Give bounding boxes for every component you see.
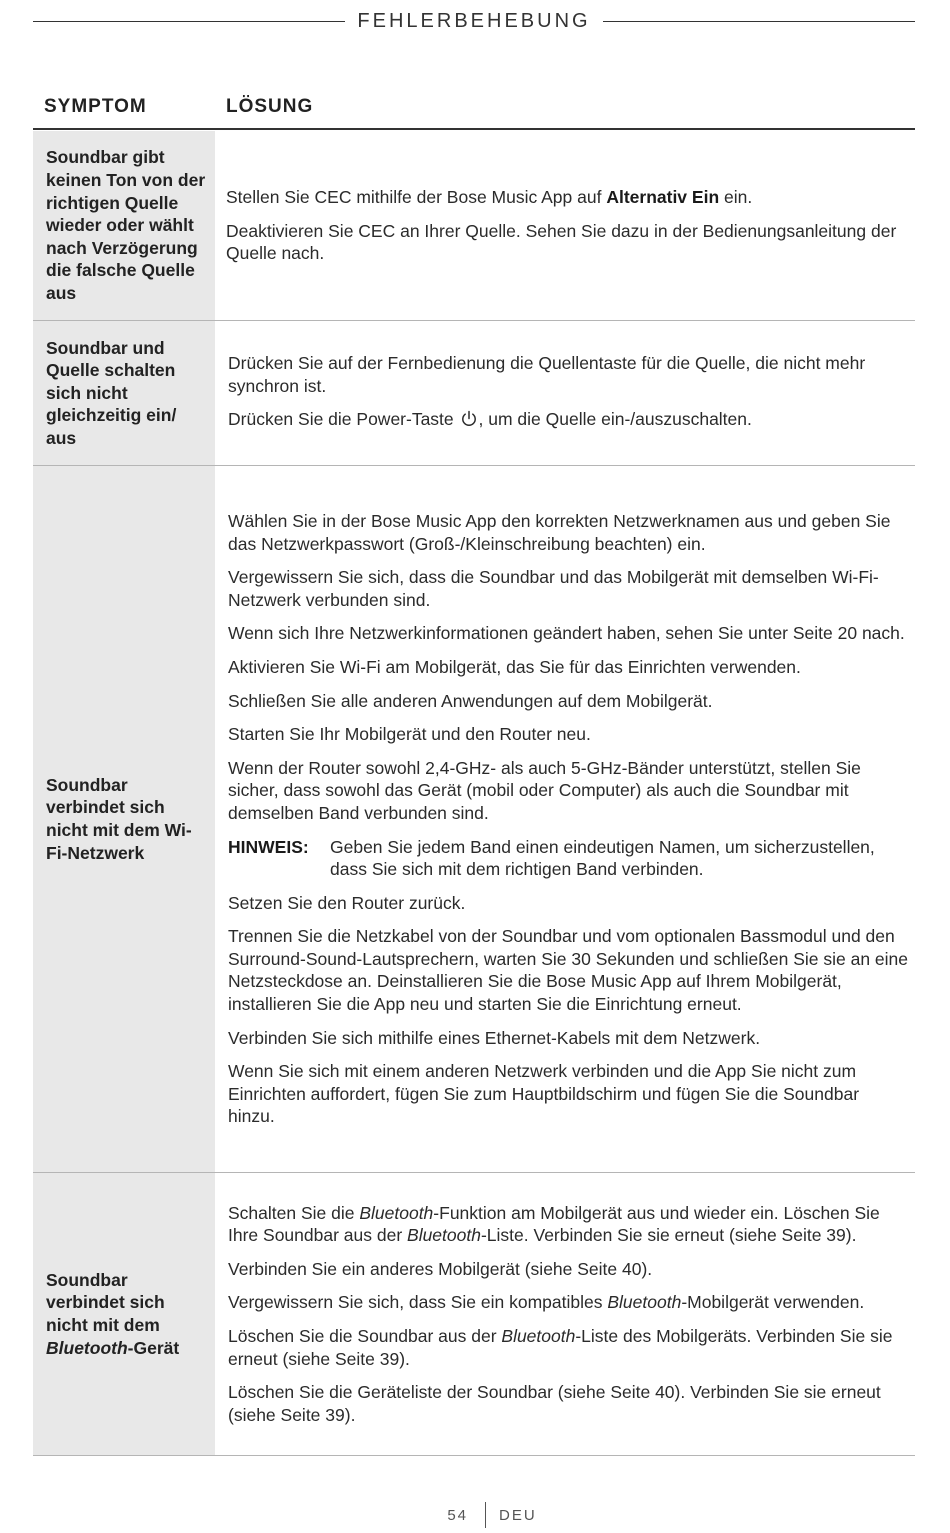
solution-step: Vergewissern Sie sich, dass Sie ein kompatibles Bluetooth-Mobilgerät verwenden. (228, 1292, 865, 1313)
footer-divider (485, 1502, 486, 1528)
header-rule-right (603, 21, 915, 22)
solution-step: Drücken Sie auf der Fernbedienung die Quellentaste für die Quelle, die nicht mehr synchron ist. (228, 353, 866, 396)
section-title: FEHLERBEHEBUNG (357, 10, 591, 32)
column-header-solution: LÖSUNG (226, 96, 314, 117)
page-number: 54 (447, 1507, 468, 1524)
solution-step: Schließen Sie alle anderen Anwendungen auf dem Mobilgerät. (228, 690, 713, 711)
solution-cell (228, 321, 909, 465)
symptom-cell (33, 321, 215, 465)
table-row (33, 466, 915, 1173)
page-header (33, 8, 915, 36)
symptom-cell (33, 131, 215, 320)
header-divider (33, 128, 915, 130)
note-text: Geben Sie jedem Band einen eindeutigen Namen, um sicherzustellen, dass Sie sich mit dem richtigen Band verbinden. (330, 836, 875, 880)
symptom-text: Soundbar verbindet sich nicht mit dem Bluetooth-Gerät (46, 1269, 180, 1358)
symptom-text: Soundbar verbindet sich nicht mit dem Wi-Fi-Netzwerk (46, 774, 192, 863)
table-row (33, 1173, 915, 1456)
solution-step: Drücken Sie die Power-Taste , um die Quelle ein-/auszuschalten. (228, 408, 909, 434)
page-footer (0, 1500, 950, 1530)
note (228, 836, 909, 881)
solution-step: Starten Sie Ihr Mobilgerät und den Router neu. (228, 724, 591, 745)
solution-step: Stellen Sie CEC mithilfe der Bose Music App auf Alternativ Ein ein. (226, 187, 753, 208)
note-label: HINWEIS: (228, 836, 309, 857)
language-code: DEU (499, 1507, 537, 1524)
solution-step: Wenn sich Ihre Netzwerkinformationen geändert haben, sehen Sie unter Seite 20 nach. (228, 623, 905, 644)
solution-cell (228, 1173, 909, 1455)
solution-step: Verbinden Sie sich mithilfe eines Ethernet-Kabels mit dem Netzwerk. (228, 1027, 761, 1048)
symptom-cell (33, 1173, 215, 1455)
column-header-symptom: SYMPTOM (44, 96, 147, 117)
symptom-text: Soundbar und Quelle schalten sich nicht gleichzeitig ein/ aus (46, 337, 177, 448)
solution-cell (226, 131, 909, 320)
solution-step: Wählen Sie in der Bose Music App den korrekten Netzwerknamen aus und geben Sie das Netzwerkpasswort (Groß-/Kleinschreibung beachten) ein. (228, 510, 891, 554)
solution-step: Deaktivieren Sie CEC an Ihrer Quelle. Sehen Sie dazu in der Bedienungsanleitung der Quelle nach. (226, 220, 897, 264)
solution-cell (228, 466, 909, 1172)
solution-step: Setzen Sie den Router zurück. (228, 892, 466, 913)
solution-step: Verbinden Sie ein anderes Mobilgerät (siehe Seite 40). (228, 1258, 653, 1279)
solution-step: Löschen Sie die Soundbar aus der Bluetooth-Liste des Mobilgeräts. Verbinden Sie sie erneut (siehe Seite 39). (228, 1326, 893, 1369)
symptom-cell (33, 466, 215, 1172)
solution-step: Löschen Sie die Geräteliste der Soundbar (siehe Seite 40). Verbinden Sie sie erneut (siehe Seite 39). (228, 1382, 881, 1425)
solution-step: Wenn der Router sowohl 2,4-GHz- als auch 5-GHz-Bänder unterstützt, stellen Sie sicher, dass sowohl das Gerät (mobil oder Computer) als auch die Soundbar mit demselben Band verbunden sind. (228, 757, 861, 823)
solution-step: Vergewissern Sie sich, dass die Soundbar und das Mobilgerät mit demselben Wi-Fi-Netzwerk verbunden sind. (228, 567, 879, 610)
solution-step: Wenn Sie sich mit einem anderen Netzwerk verbinden und die App Sie nicht zum Einrichten auffordert, fügen Sie zum Hauptbildschirm und fügen Sie die Soundbar hinzu. (228, 1061, 860, 1127)
table-row (33, 131, 915, 321)
power-icon (461, 410, 477, 434)
solution-step: Schalten Sie die Bluetooth-Funktion am Mobilgerät aus und wieder ein. Löschen Sie Ihre Soundbar aus der Bluetooth-Liste. Verbinden Sie sie erneut (siehe Seite 39). (228, 1202, 880, 1246)
table-row (33, 321, 915, 466)
symptom-text: Soundbar gibt keinen Ton von der richtigen Quelle wieder oder wählt nach Verzögerung die falsche Quelle aus (46, 147, 206, 303)
solution-step: Aktivieren Sie Wi-Fi am Mobilgerät, das Sie für das Einrichten verwenden. (228, 656, 801, 677)
solution-step: Trennen Sie die Netzkabel von der Soundbar und vom optionalen Bassmodul und den Surround-Sound-Lautsprechern, warten Sie 30 Sekunden und schließen Sie sie an eine Netzsteckdose an. Deinstallieren Sie die Bose Music App auf Ihrem Mobilgerät, installieren Sie die App neu und starten Sie die Einrichtung erneut. (228, 926, 909, 1015)
